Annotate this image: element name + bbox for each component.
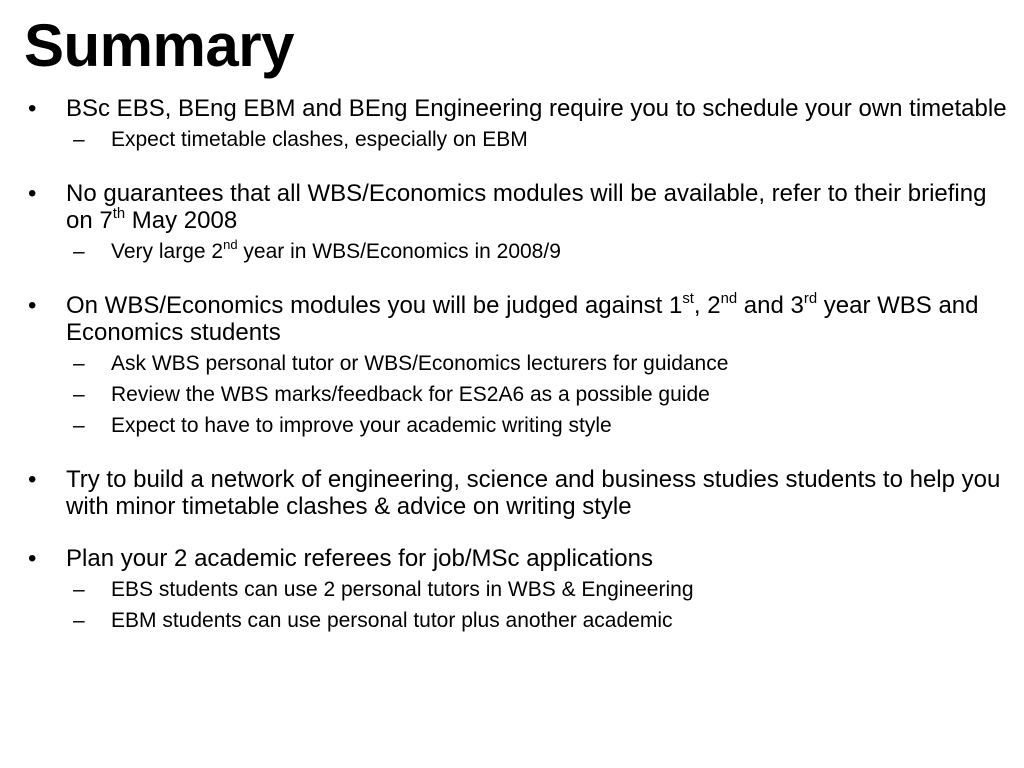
sub-bullet-item <box>66 348 1008 379</box>
sub-bullet-text-segment: EBM students can use personal tutor plus another academic <box>111 609 673 632</box>
bullet-text-segment: Try to build a network of engineering, science and business studies students to help you with minor timetable clashes & advice on writing style <box>66 466 1001 520</box>
bullet-text-segment: No guarantees that all WBS/Economics modules will be available, refer to their briefing on 7 <box>66 180 987 234</box>
slide-title: Summary <box>24 12 294 79</box>
sub-bullet-text-segment: Expect to have to improve your academic writing style <box>111 414 612 437</box>
bullet-text-segment: May 2008 <box>125 207 238 234</box>
bullet-text <box>66 95 1008 122</box>
sub-bullet-marker: – <box>73 128 85 151</box>
ordinal-suffix: nd <box>720 290 738 307</box>
sub-bullet-marker: – <box>73 383 85 406</box>
sub-bullet-marker: – <box>73 578 85 601</box>
sub-bullet-text-segment: Review the WBS marks/feedback for ES2A6 as a possible guide <box>111 383 710 406</box>
bullet-text-segment: and 3 <box>737 292 804 319</box>
sub-bullet-text-segment: Very large 2 <box>111 240 224 263</box>
sub-bullet-item <box>66 379 1008 410</box>
sub-bullet-list <box>66 124 1008 155</box>
bullet-marker: • <box>28 95 37 122</box>
sub-bullet-marker: – <box>73 240 85 263</box>
bullet-marker: • <box>28 466 37 493</box>
sub-bullet-list <box>66 574 1008 636</box>
sub-bullet-list <box>66 348 1008 441</box>
sub-bullet-item <box>66 605 1008 636</box>
bullet-text <box>66 466 1008 520</box>
bullet-text-segment: On WBS/Economics modules you will be judged against 1 <box>66 292 683 319</box>
ordinal-suffix: rd <box>803 290 818 307</box>
bullet-text-segment: , 2 <box>693 292 721 319</box>
sub-bullet-text-segment: year in WBS/Economics in 2008/9 <box>237 240 561 263</box>
ordinal-suffix: nd <box>223 236 238 252</box>
bullet-list <box>28 95 1008 661</box>
bullet-item <box>28 180 1008 267</box>
bullet-marker: • <box>28 292 37 319</box>
bullet-text-segment: year WBS and Economics students <box>66 292 979 346</box>
bullet-text <box>66 180 1008 234</box>
sub-bullet-list <box>66 236 1008 267</box>
ordinal-suffix: th <box>112 205 126 222</box>
sub-bullet-item <box>66 236 1008 267</box>
sub-bullet-text-segment: Ask WBS personal tutor or WBS/Economics lecturers for guidance <box>111 352 729 375</box>
bullet-marker: • <box>28 180 37 207</box>
sub-bullet-marker: – <box>73 352 85 375</box>
sub-bullet-marker: – <box>73 414 85 437</box>
sub-bullet-item <box>66 574 1008 605</box>
bullet-marker: • <box>28 545 37 572</box>
sub-bullet-item <box>66 124 1008 155</box>
bullet-text <box>66 545 1008 572</box>
bullet-item <box>28 292 1008 441</box>
bullet-text-segment: Plan your 2 academic referees for job/MSc applications <box>66 545 653 572</box>
bullet-text-segment: BSc EBS, BEng EBM and BEng Engineering require you to schedule your own timetable <box>66 95 1007 122</box>
sub-bullet-text-segment: Expect timetable clashes, especially on EBM <box>111 128 528 151</box>
ordinal-suffix: st <box>682 290 694 307</box>
sub-bullet-marker: – <box>73 609 85 632</box>
bullet-item <box>28 466 1008 520</box>
bullet-item <box>28 545 1008 636</box>
bullet-text <box>66 292 1008 346</box>
bullet-item <box>28 95 1008 155</box>
sub-bullet-item <box>66 410 1008 441</box>
sub-bullet-text-segment: EBS students can use 2 personal tutors in WBS & Engineering <box>111 578 694 601</box>
